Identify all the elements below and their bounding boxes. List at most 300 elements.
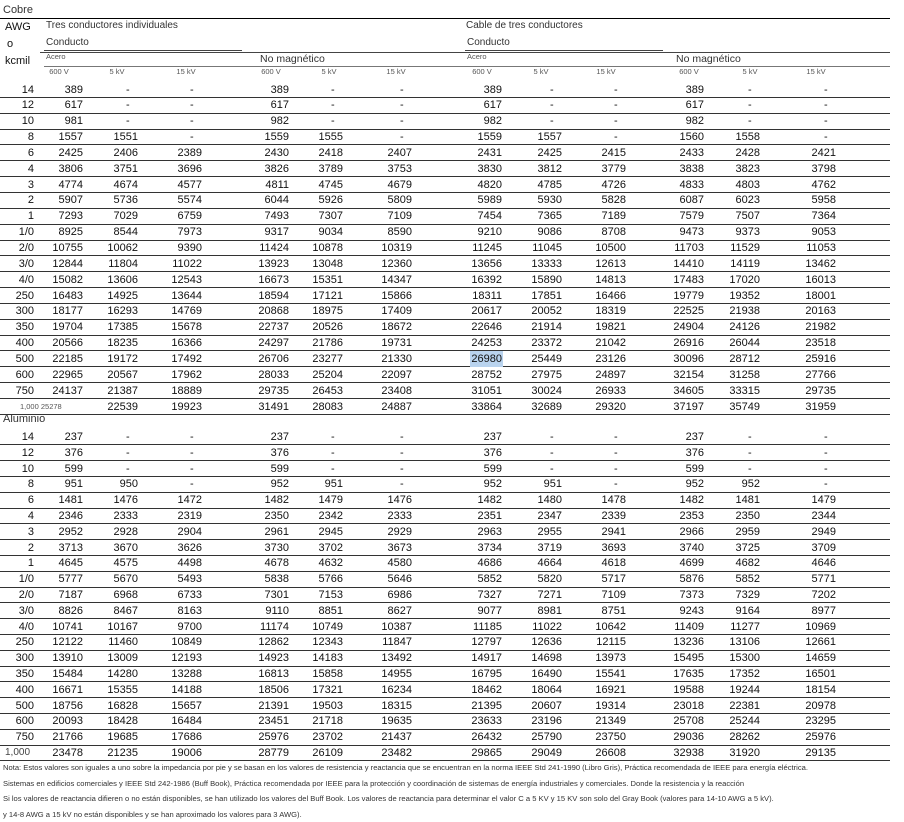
- value-cell: 15351: [312, 273, 343, 286]
- group-header-cable: Cable de tres conductores: [466, 20, 583, 31]
- value-cell: 16484: [171, 715, 202, 728]
- value-cell: 26044: [729, 337, 760, 350]
- value-cell: 9317: [264, 226, 289, 239]
- value-cell: 23372: [531, 337, 562, 350]
- value-cell: 599: [483, 462, 502, 475]
- value-cell: -: [190, 478, 194, 491]
- value-cell: 237: [483, 431, 502, 443]
- value-cell: 4580: [387, 557, 412, 570]
- value-cell: 7307: [318, 210, 343, 223]
- value-cell: 5838: [264, 573, 289, 586]
- value-cell: 1476: [113, 494, 138, 507]
- value-cell: 9164: [735, 604, 760, 617]
- value-cell: 31959: [805, 400, 836, 413]
- value-cell: 2428: [735, 146, 760, 159]
- value-cell: 16483: [52, 289, 83, 302]
- footnote-line: Sistemas en edificios comerciales y IEEE Std 242-1986 (Buff Book), Práctica recomendada por IEEE para la protección y coordinación de sistemas de energía industriales y comerciales. Donde la resistencia y la reacción: [3, 779, 745, 788]
- value-cell: 15657: [171, 699, 202, 712]
- value-cell: -: [748, 431, 752, 443]
- value-cell: 17352: [729, 668, 760, 680]
- value-cell: 16501: [805, 668, 836, 680]
- value-cell: 2966: [679, 525, 704, 538]
- size-cell: 250: [15, 636, 34, 649]
- value-cell: -: [614, 99, 618, 112]
- value-cell: 25976: [805, 731, 836, 744]
- value-cell: 8977: [811, 604, 836, 617]
- value-cell: 15866: [381, 289, 412, 302]
- value-cell: -: [190, 131, 194, 144]
- value-cell: 29735: [805, 384, 836, 397]
- value-cell: 25976: [258, 731, 289, 744]
- value-cell: 7364: [811, 210, 836, 223]
- value-cell: 27766: [805, 368, 836, 381]
- value-cell: 14188: [171, 683, 202, 696]
- value-cell: 3719: [537, 541, 562, 554]
- value-cell: 13333: [531, 257, 562, 270]
- value-cell: 3709: [811, 541, 836, 554]
- value-cell: 9034: [318, 226, 343, 239]
- value-cell: 21786: [312, 337, 343, 350]
- value-cell: 3713: [58, 541, 83, 554]
- value-cell: 24126: [729, 321, 760, 334]
- value-cell: -: [824, 446, 828, 459]
- value-cell: 21982: [805, 321, 836, 334]
- value-cell: 952: [741, 478, 760, 491]
- value-cell: 15678: [171, 321, 202, 334]
- value-cell: -: [331, 431, 335, 443]
- value-cell: 5989: [477, 194, 502, 207]
- value-cell: 15355: [107, 683, 138, 696]
- value-cell: 1560: [679, 131, 704, 144]
- awg-label: AWG: [5, 21, 31, 33]
- value-cell: 19006: [171, 747, 202, 759]
- value-cell: 952: [685, 478, 704, 491]
- value-cell: 3730: [264, 541, 289, 554]
- value-cell: 21437: [381, 731, 412, 744]
- size-cell: 500: [15, 352, 34, 365]
- value-cell: 18428: [107, 715, 138, 728]
- value-cell: 2415: [601, 146, 626, 159]
- value-cell: -: [550, 462, 554, 475]
- value-cell: 2342: [318, 510, 343, 522]
- size-cell: 750: [15, 731, 34, 744]
- value-cell: 17851: [531, 289, 562, 302]
- size-cell: 3/0: [18, 604, 34, 617]
- value-cell: 1481: [735, 494, 760, 507]
- value-cell: 2346: [58, 510, 83, 522]
- value-cell: 8826: [58, 604, 83, 617]
- value-cell: 4686: [477, 557, 502, 570]
- value-cell: -: [126, 446, 130, 459]
- size-cell: 250: [15, 289, 34, 302]
- size-cell: 750: [15, 384, 34, 397]
- value-cell: 13606: [107, 273, 138, 286]
- value-cell: 19503: [312, 699, 343, 712]
- section-title-aluminum: Aluminio: [3, 413, 46, 425]
- value-cell: 27975: [531, 368, 562, 381]
- value-cell: 13236: [673, 636, 704, 649]
- value-cell: 26933: [595, 384, 626, 397]
- group-header-individual: Tres conductores individuales: [46, 20, 178, 31]
- value-cell: 10387: [381, 620, 412, 633]
- value-cell: 9390: [177, 242, 202, 254]
- value-cell: 10319: [381, 242, 412, 254]
- value-cell: 1482: [264, 494, 289, 507]
- value-cell: 389: [685, 83, 704, 96]
- value-cell: -: [331, 99, 335, 112]
- value-cell: 5777: [58, 573, 83, 586]
- value-cell: 21387: [107, 384, 138, 397]
- conduit-underline-2: [465, 50, 663, 51]
- voltage-header: 600 V: [49, 67, 69, 76]
- value-cell: 18672: [381, 321, 412, 334]
- value-cell: 1479: [318, 494, 343, 507]
- value-cell: 21235: [107, 747, 138, 759]
- value-cell: 3693: [601, 541, 626, 554]
- value-cell: 2928: [113, 525, 138, 538]
- value-cell: -: [614, 446, 618, 459]
- value-cell: 2941: [601, 525, 626, 538]
- value-cell: 2347: [537, 510, 562, 522]
- size-cell: 6: [27, 146, 34, 159]
- value-cell: 952: [483, 478, 502, 491]
- value-cell: 23750: [595, 731, 626, 744]
- size-cell: 6: [27, 494, 34, 507]
- value-cell: 16392: [471, 273, 502, 286]
- value-cell: 26608: [595, 747, 626, 759]
- size-cell: 2: [27, 194, 34, 207]
- value-cell: 20052: [531, 305, 562, 318]
- value-cell: 11245: [472, 242, 502, 254]
- size-cell: 600: [15, 368, 34, 381]
- value-cell: 1558: [735, 131, 760, 144]
- value-cell: 13973: [595, 652, 626, 665]
- value-cell: 237: [685, 431, 704, 443]
- value-cell: 617: [483, 99, 502, 112]
- value-cell: -: [614, 83, 618, 96]
- size-cell: 300: [15, 652, 34, 665]
- value-cell: 9110: [265, 604, 289, 617]
- value-cell: 3812: [537, 162, 562, 175]
- value-cell: 4498: [177, 557, 202, 570]
- value-cell: 2351: [477, 510, 502, 522]
- value-cell: 389: [270, 83, 289, 96]
- value-cell: 4811: [265, 178, 289, 191]
- value-cell: 22185: [52, 352, 83, 365]
- value-cell: -: [550, 431, 554, 443]
- value-cell: 23451: [258, 715, 289, 728]
- value-cell: 4762: [811, 178, 836, 191]
- value-cell: 14183: [312, 652, 343, 665]
- value-cell: 29036: [673, 731, 704, 744]
- size-cell: 4/0: [18, 273, 34, 286]
- size-cell: 4/0: [18, 620, 34, 633]
- value-cell: 17686: [171, 731, 202, 744]
- value-cell: 24253: [471, 337, 502, 350]
- value-cell: 2344: [811, 510, 836, 522]
- conduit-label-2: Conducto: [467, 37, 510, 48]
- value-cell: 951: [64, 478, 83, 491]
- value-cell: 17635: [673, 668, 704, 680]
- value-cell: 17385: [107, 321, 138, 334]
- value-cell: -: [126, 462, 130, 475]
- value-cell: 16795: [471, 668, 502, 680]
- value-cell: 2963: [477, 525, 502, 538]
- value-cell: 17483: [673, 273, 704, 286]
- size-cell: 14: [21, 83, 34, 96]
- value-cell: 3751: [113, 162, 138, 175]
- value-cell: 6968: [113, 589, 138, 601]
- value-cell: 4618: [601, 557, 626, 570]
- value-cell: -: [331, 446, 335, 459]
- value-cell: 3626: [177, 541, 202, 554]
- value-cell: 29320: [595, 400, 626, 413]
- value-cell: 26980: [471, 352, 502, 365]
- value-cell: 23277: [312, 352, 343, 365]
- value-cell: 16466: [595, 289, 626, 302]
- value-cell: 3830: [477, 162, 502, 175]
- value-cell: 2904: [177, 525, 202, 538]
- nonmagnetic-label-1: No magnético: [260, 53, 325, 65]
- size-cell: 2/0: [18, 589, 34, 601]
- value-cell: 20163: [805, 305, 836, 318]
- value-cell: 7029: [113, 210, 138, 223]
- value-cell: 376: [685, 446, 704, 459]
- value-cell: 19731: [381, 337, 412, 350]
- value-cell: 1557: [58, 131, 83, 144]
- value-cell: 10167: [107, 620, 138, 633]
- value-cell: 22539: [107, 400, 138, 413]
- value-cell: 16234: [381, 683, 412, 696]
- value-cell: 28083: [312, 400, 343, 413]
- value-cell: 12797: [471, 636, 502, 649]
- value-cell: 34605: [673, 384, 704, 397]
- value-cell: 5852: [477, 573, 502, 586]
- value-cell: 2430: [264, 146, 289, 159]
- value-cell: 28033: [258, 368, 289, 381]
- value-cell: 11529: [730, 242, 760, 254]
- value-cell: 4679: [387, 178, 412, 191]
- value-cell: 14955: [381, 668, 412, 680]
- value-cell: 2418: [318, 146, 343, 159]
- value-cell: 21349: [595, 715, 626, 728]
- value-cell: 4833: [679, 178, 704, 191]
- value-cell: 21395: [471, 699, 502, 712]
- value-cell: 11804: [108, 257, 138, 270]
- value-cell: -: [126, 115, 130, 128]
- value-cell: 617: [64, 99, 83, 112]
- value-cell: -: [331, 462, 335, 475]
- value-cell: 19779: [673, 289, 704, 302]
- value-cell: 21042: [595, 337, 626, 350]
- value-cell: 2955: [537, 525, 562, 538]
- voltage-header: 15 kV: [596, 67, 616, 76]
- value-cell: 2961: [264, 525, 289, 538]
- value-cell: 12193: [171, 652, 202, 665]
- value-cell: 12636: [531, 636, 562, 649]
- value-cell: 3806: [58, 162, 83, 175]
- subheader-rule: [40, 52, 890, 53]
- value-cell: -: [748, 462, 752, 475]
- value-cell: 26916: [673, 337, 704, 350]
- value-cell: 4575: [113, 557, 138, 570]
- value-cell: 2945: [318, 525, 343, 538]
- value-cell: 16293: [107, 305, 138, 318]
- value-cell: 2406: [113, 146, 138, 159]
- value-cell: 11277: [730, 620, 760, 633]
- value-cell: 982: [685, 115, 704, 128]
- conduit-label-1: Conducto: [46, 37, 89, 48]
- value-cell: 29135: [805, 747, 836, 759]
- value-cell: 3670: [113, 541, 138, 554]
- value-cell: 28752: [471, 368, 502, 381]
- value-cell: 1481: [58, 494, 83, 507]
- value-cell: 19704: [52, 321, 83, 334]
- value-cell: 28779: [258, 747, 289, 759]
- value-cell: 14659: [805, 652, 836, 665]
- value-cell: -: [126, 431, 130, 443]
- value-cell: 13462: [805, 257, 836, 270]
- value-cell: 21766: [52, 731, 83, 744]
- value-cell: 7329: [735, 589, 760, 601]
- size-cell: 1/0: [18, 226, 34, 239]
- value-cell: 9086: [537, 226, 562, 239]
- value-cell: 12844: [52, 257, 83, 270]
- value-cell: 16366: [171, 337, 202, 350]
- value-cell: -: [126, 99, 130, 112]
- value-cell: 30096: [673, 352, 704, 365]
- value-cell: 10849: [171, 636, 202, 649]
- value-cell: 11185: [473, 620, 502, 633]
- value-cell: 982: [270, 115, 289, 128]
- value-cell: 21391: [258, 699, 289, 712]
- value-cell: -: [824, 83, 828, 96]
- value-cell: 2339: [601, 510, 626, 522]
- size-cell: 1/0: [18, 573, 34, 586]
- value-cell: -: [824, 462, 828, 475]
- value-cell: 1482: [679, 494, 704, 507]
- value-cell: 12543: [171, 273, 202, 286]
- value-cell: 19821: [595, 321, 626, 334]
- value-cell: 20567: [107, 368, 138, 381]
- value-cell: 6087: [679, 194, 704, 207]
- value-cell: 2431: [477, 146, 502, 159]
- size-cell: 4: [27, 510, 34, 522]
- voltage-header: 600 V: [261, 67, 281, 76]
- value-cell: 23478: [52, 747, 83, 759]
- value-cell: 21914: [531, 321, 562, 334]
- value-cell: 16921: [595, 683, 626, 696]
- value-cell: 16490: [531, 668, 562, 680]
- value-cell: 12613: [595, 257, 626, 270]
- value-cell: 9373: [735, 226, 760, 239]
- value-cell: 23633: [471, 715, 502, 728]
- value-cell: 951: [324, 478, 343, 491]
- steel-label-2: Acero: [467, 52, 487, 61]
- value-cell: 4785: [537, 178, 562, 191]
- value-cell: 8708: [601, 226, 626, 239]
- row-rule: [0, 444, 890, 445]
- value-cell: 20607: [531, 699, 562, 712]
- value-cell: 20566: [52, 337, 83, 350]
- value-cell: 15541: [595, 668, 626, 680]
- value-cell: 5736: [113, 194, 138, 207]
- value-cell: 2407: [387, 146, 412, 159]
- value-cell: 6759: [177, 210, 202, 223]
- value-cell: 3725: [735, 541, 760, 554]
- value-cell: -: [614, 431, 618, 443]
- footnote-line: y 14-8 AWG a 15 kV no están disponibles y se han aproximado los valores para 3 AWG).: [3, 810, 302, 819]
- value-cell: 5766: [318, 573, 343, 586]
- value-cell: 31491: [258, 400, 289, 413]
- value-cell: 22965: [52, 368, 83, 381]
- size-cell: 8: [27, 478, 34, 491]
- value-cell: -: [824, 131, 828, 144]
- value-cell: 18177: [52, 305, 83, 318]
- value-cell: 12360: [381, 257, 412, 270]
- value-cell: 15890: [531, 273, 562, 286]
- value-cell: 981: [64, 115, 83, 128]
- value-cell: 15858: [312, 668, 343, 680]
- value-cell: 5926: [318, 194, 343, 207]
- value-cell: 237: [270, 431, 289, 443]
- value-cell: 3826: [264, 162, 289, 175]
- value-cell: 23408: [381, 384, 412, 397]
- value-cell: 15082: [52, 273, 83, 286]
- value-cell: 8925: [58, 226, 83, 239]
- value-cell: 4645: [58, 557, 83, 570]
- value-cell: 18506: [258, 683, 289, 696]
- value-cell: 11022: [172, 257, 202, 270]
- value-cell: 2425: [58, 146, 83, 159]
- value-cell: 37197: [673, 400, 704, 413]
- value-cell: 1559: [477, 131, 502, 144]
- value-cell: 22525: [673, 305, 704, 318]
- value-cell: 13910: [52, 652, 83, 665]
- value-cell: 599: [270, 462, 289, 475]
- size-cell: 400: [15, 683, 34, 696]
- value-cell: -: [550, 446, 554, 459]
- value-cell: 19923: [171, 400, 202, 413]
- value-cell: 18594: [258, 289, 289, 302]
- value-cell: 389: [483, 83, 502, 96]
- value-cell: 1559: [264, 131, 289, 144]
- value-cell: 32938: [673, 747, 704, 759]
- value-cell: 3838: [679, 162, 704, 175]
- value-cell: 18315: [381, 699, 412, 712]
- size-cell: 350: [15, 668, 34, 680]
- value-cell: 10755: [52, 242, 83, 254]
- value-cell: 4774: [58, 178, 83, 191]
- value-cell: 24297: [258, 337, 289, 350]
- value-cell: 2319: [177, 510, 202, 522]
- value-cell: 1555: [318, 131, 343, 144]
- value-cell: 17492: [171, 352, 202, 365]
- value-cell: 18889: [171, 384, 202, 397]
- value-cell: 18975: [312, 305, 343, 318]
- value-cell: -: [190, 431, 194, 443]
- value-cell: 25204: [312, 368, 343, 381]
- value-cell: 13656: [471, 257, 502, 270]
- value-cell: 14923: [258, 652, 289, 665]
- value-cell: 32689: [531, 400, 562, 413]
- value-cell: 8981: [537, 604, 562, 617]
- value-cell: 3673: [387, 541, 412, 554]
- value-cell: 599: [685, 462, 704, 475]
- value-cell: 1482: [477, 494, 502, 507]
- value-cell: 13048: [312, 257, 343, 270]
- value-cell: -: [190, 462, 194, 475]
